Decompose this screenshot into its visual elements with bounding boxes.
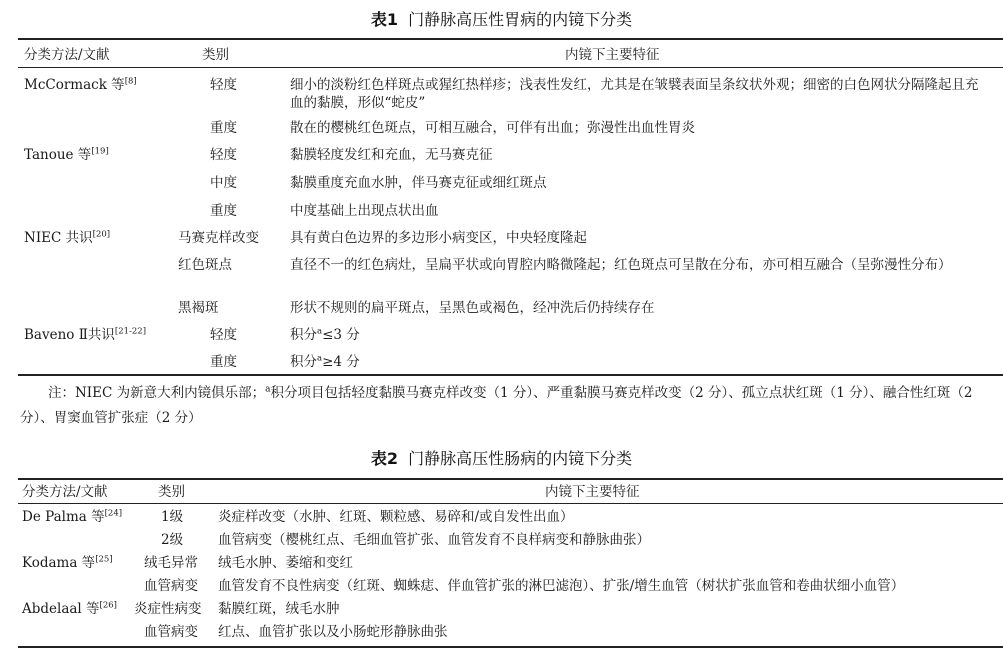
table1-row-category: 轻度 [210,327,237,343]
table2-header-category: 类别 [158,484,185,500]
table2-row-group: Kodama 等[25] [22,554,113,571]
table1-row-feature: 积分$^a$≤3 分 [290,326,360,343]
table1-top-rule [18,38,1003,40]
table2-caption [0,449,1003,469]
table2-header-feature: 内镜下主要特征 [545,484,640,500]
table2-title: 门静脉高压性肠病的内镜下分类 [408,449,633,468]
table2-row-feature: 红点、血管扩张以及小肠蛇形静脉曲张 [218,624,448,640]
table1-row-group: NIEC 共识[20] [24,229,111,246]
table2-row-category: 炎症性病变 [134,601,202,617]
table1-header-category: 类别 [202,47,229,63]
table2-row-category: 1级 [161,509,184,525]
table1-caption [0,10,1003,30]
table1-header-feature: 内镜下主要特征 [565,47,660,63]
table2-row-feature: 炎症样改变（水肿、红斑、颗粒感、易碎和/或自发性出血） [218,509,574,525]
table1-row-category: 中度 [210,175,237,191]
table1-row-category: 黑褐斑 [178,300,219,316]
table1-row-category: 重度 [210,203,237,219]
table1-note: 注：NIEC 为新意大利内镜俱乐部；$^a$积分项目包括轻度黏膜马赛克样改变（1 分）、严重黏膜马赛克样改变（2 分）、孤立点状红斑（1 分）、融合性红斑（2 分）、胃窦血管扩张症（2 分） [20,384,973,426]
table1-row-category: 轻度 [210,147,237,163]
table1-row-category: 重度 [210,354,237,370]
table2-row-category: 血管病变 [144,624,198,640]
table2-header-rule [18,503,1003,504]
table1-row-feature: 散在的樱桃红色斑点，可相互融合，可伴有出血；弥漫性出血性胃炎 [290,120,695,136]
table1-row-feature: 黏膜重度充血水肿，伴马赛克征或细红斑点 [290,175,547,191]
table1-row-feature: 黏膜轻度发红和充血，无马赛克征 [290,147,493,163]
table1-row-group: Baveno Ⅱ共识[21-22] [24,326,147,343]
table1-row-group: Tanoue 等[19] [24,146,109,163]
table1-header-rule [18,67,1003,68]
table1-row-category: 轻度 [210,77,237,93]
table1-row-feature: 积分$^a$≥4 分 [290,353,360,370]
table2-top-rule [18,478,1003,480]
table1-row-category: 马赛克样改变 [178,230,259,246]
table2-row-category: 绒毛异常 [144,555,198,571]
table2-row-group: De Palma 等[24] [22,508,123,525]
table1-row-group: McCormack 等[8] [24,76,137,93]
table1-row-feature: 中度基础上出现点状出血 [290,203,439,219]
table1-title: 门静脉高压性胃病的内镜下分类 [408,10,633,29]
table2-header-method: 分类方法/文献 [22,484,108,500]
table2-number: 表2 [370,449,399,468]
table1-row-category: 重度 [210,120,237,136]
table2-row-group: Abdelaal 等[26] [22,600,117,617]
table1-row-category: 红色斑点 [178,257,232,273]
table2-bottom-rule [18,646,1003,648]
table1-row-feature: 直径不一的红色病灶，呈扁平状或向胃腔内略微隆起；红色斑点可呈散在分布，亦可相互融合（呈弥漫性分布） [290,257,952,273]
table2-row-category: 2级 [161,532,184,548]
table2-row-feature: 绒毛水肿、萎缩和变红 [218,555,353,571]
table1-bottom-rule [18,374,1003,376]
table2-row-feature: 黏膜红斑，绒毛水肿 [218,601,340,617]
table1-row-feature: 形状不规则的扁平斑点，呈黑色或褐色，经冲洗后仍持续存在 [290,300,655,316]
table2-row-category: 血管病变 [144,578,198,594]
table1-number: 表1 [370,10,399,29]
table1-row-feature: 细小的淡粉红色样斑点或猩红热样疹；浅表性发红，尤其是在皱襞表面呈条纹状外观；细密的白色网状分隔隆起且充血的黏膜，形似“蛇皮” [290,77,979,111]
table1-header-method: 分类方法/文献 [24,47,110,63]
table2-row-feature: 血管病变（樱桃红点、毛细血管扩张、血管发育不良样病变和静脉曲张） [218,532,650,548]
table2-row-feature: 血管发育不良性病变（红斑、蜘蛛痣、伴血管扩张的淋巴滤泡）、扩张/增生血管（树状扩张血管和卷曲状细小血管） [218,578,905,594]
table1-row-feature: 具有黄白色边界的多边形小病变区，中央轻度隆起 [290,230,587,246]
